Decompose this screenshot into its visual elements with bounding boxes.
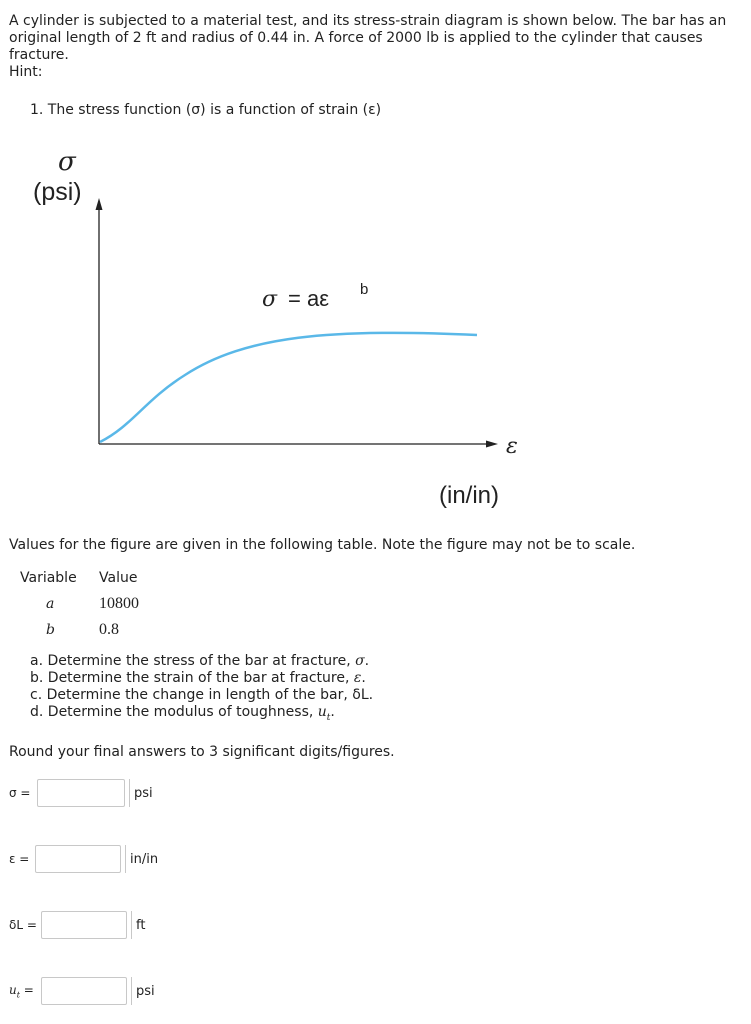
length-change-input[interactable] <box>41 911 127 939</box>
question-parts <box>30 653 373 727</box>
y-axis-unit: (psi) <box>33 178 82 206</box>
toughness-input[interactable] <box>41 977 127 1005</box>
table-header-row <box>20 565 139 591</box>
table-row <box>20 591 139 617</box>
header-variable: Variable <box>20 570 77 586</box>
table-intro: Values for the figure are given in the following table. Note the figure may not be to scale. <box>9 537 636 553</box>
variable-a: a <box>46 596 55 612</box>
strain-label: ε = <box>9 852 30 866</box>
part-d: d. Determine the modulus of toughness, $u_t$. <box>30 704 335 723</box>
part-a: a. Determine the stress of the bar at fracture, σ. <box>30 653 370 669</box>
answer-row-strain <box>9 844 158 874</box>
answer-row-toughness <box>9 976 155 1006</box>
equation-lhs: σ <box>262 287 278 312</box>
part-b: b. Determine the strain of the bar at fracture, ε. <box>30 670 366 686</box>
toughness-unit: psi <box>131 977 155 1005</box>
y-axis-arrow <box>96 198 103 210</box>
stress-unit: psi <box>129 779 153 807</box>
strain-input[interactable] <box>35 845 121 873</box>
equation-exponent: b <box>360 281 369 298</box>
length-change-unit: ft <box>131 911 145 939</box>
stress-strain-curve <box>100 333 477 442</box>
value-b: 0.8 <box>99 621 119 638</box>
stress-strain-figure <box>0 140 560 520</box>
answer-row-length-change <box>9 910 145 940</box>
value-a: 10800 <box>99 595 139 612</box>
strain-unit: in/in <box>125 845 158 873</box>
rounding-instruction: Round your final answers to 3 significant digits/figures. <box>9 744 395 760</box>
hint-item: 1. The stress function (σ) is a function of strain (ε) <box>30 102 382 118</box>
problem-statement: A cylinder is subjected to a material test, and its stress-strain diagram is shown below. The bar has an original length of 2 ft and radius of 0.44 in. A force of 2000 lb is applied to the cylinder that causes fracture. <box>9 13 727 63</box>
stress-label: σ = <box>9 786 31 800</box>
y-axis-symbol: σ <box>58 147 76 177</box>
x-axis-unit: (in/in) <box>439 482 500 509</box>
equation-rhs: = aε <box>288 286 330 311</box>
answer-row-stress <box>9 778 153 808</box>
header-value: Value <box>99 570 138 586</box>
toughness-label: $u_t$ = <box>9 982 34 1000</box>
values-table <box>20 565 139 643</box>
x-axis-symbol: ε <box>506 434 518 459</box>
stress-input[interactable] <box>37 779 125 807</box>
variable-b: b <box>46 622 55 638</box>
x-axis-arrow <box>486 441 498 448</box>
hint-label: Hint: <box>9 64 43 80</box>
length-change-label: δL = <box>9 918 37 932</box>
part-c: c. Determine the change in length of the bar, δL. <box>30 687 374 703</box>
table-row <box>20 617 139 643</box>
